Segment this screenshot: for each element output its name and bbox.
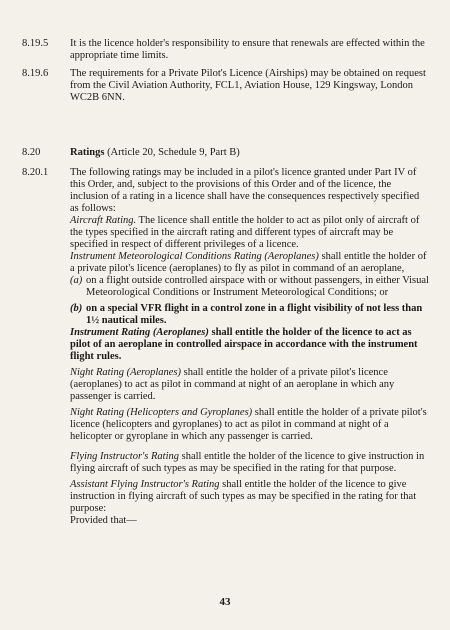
section-number: 8.20.1 [22, 167, 49, 178]
imc-item-b [70, 303, 430, 327]
section-number: 8.19.5 [22, 38, 49, 49]
flying-instructor-paragraph [70, 451, 430, 475]
item-text: on a special VFR flight in a control zone in a flight visibility of not less than 1½ nautical miles. [86, 303, 423, 326]
provided-that: Provided that— [70, 515, 137, 526]
rating-term: Instrument Rating (Aeroplanes) [70, 327, 209, 338]
rating-term: Assistant Flying Instructor's Rating [70, 479, 220, 490]
rating-term: Aircraft Rating. [70, 215, 137, 226]
rating-text: shall entitle the holder of the licence to give instruction in flying aircraft of such types as may be specified in the rating for that purpose. [70, 451, 425, 474]
rating-text: shall entitle the holder of a private pilot's licence (aeroplanes) to fly as pilot in command of an aeroplane, [70, 251, 427, 274]
rating-text: The licence shall entitle the holder to act as pilot only of aircraft of the types specified in the aircraft rating and different types of aircraft may be specified in respect of different privileges of a licence. [70, 215, 420, 250]
intro-paragraph: The following ratings may be included in a pilot's licence granted under Part IV of this Order, and, subject to the provisions of this Order and of the licence, the inclusion of a rating in a licence shall have the consequences respectively specified as follows: [70, 167, 420, 214]
heading-term: Ratings [70, 147, 105, 158]
rating-text: shall entitle the holder of a private pilot's licence (aeroplanes) to act as pilot in command at night of an aeroplane in which any passenger is carried. [70, 367, 395, 402]
rating-text: shall entitle the holder of a private pilot's licence (helicopters and gyroplanes) to act as pilot in command at night of a helicopter or gyroplane in which any passenger is carried. [70, 407, 427, 442]
item-label: (a) [70, 275, 83, 286]
instrument-rating-paragraph [70, 327, 430, 363]
rating-term: Night Rating (Helicopters and Gyroplanes) [70, 407, 253, 418]
aircraft-rating-paragraph [70, 215, 430, 251]
item-label: (b) [70, 303, 83, 314]
item-text: on a flight outside controlled airspace with or without passengers, in either Visual Meteorological Conditions or Instrument Meteorological Conditions; or [86, 275, 429, 298]
rating-text: shall entitle the holder of the licence to give instruction in flying aircraft of such types as may be specified in the rating for that purpose: [70, 479, 417, 514]
section-text: The requirements for a Private Pilot's Licence (Airships) may be obtained on request from the Civil Aviation Authority, FCL1, Aviation House, 129 Kingsway, London WC2B 6NN. [70, 68, 426, 103]
night-helicopters-paragraph [70, 407, 430, 443]
assistant-instructor-paragraph [70, 479, 430, 515]
night-aeroplanes-paragraph [70, 367, 430, 403]
heading-rest: (Article 20, Schedule 9, Part B) [104, 147, 240, 158]
section-number: 8.20 [22, 147, 41, 158]
imc-rating-paragraph [70, 251, 430, 275]
imc-item-a [70, 275, 430, 299]
rating-term: Night Rating (Aeroplanes) [70, 367, 182, 378]
section-heading [70, 147, 430, 159]
section-text: It is the licence holder's responsibility to ensure that renewals are effected within the appropriate time limits. [70, 38, 425, 61]
rating-text: shall entitle the holder of the licence to act as pilot of an aeroplane in controlled airspace in accordance with the instrument flight rules. [70, 327, 418, 362]
section-number: 8.19.6 [22, 68, 49, 79]
section-body [70, 167, 430, 527]
rating-term: Flying Instructor's Rating [70, 451, 179, 462]
page-number: 43 [219, 596, 231, 608]
rating-term: Instrument Meteorological Conditions Rating (Aeroplanes) [70, 251, 319, 262]
